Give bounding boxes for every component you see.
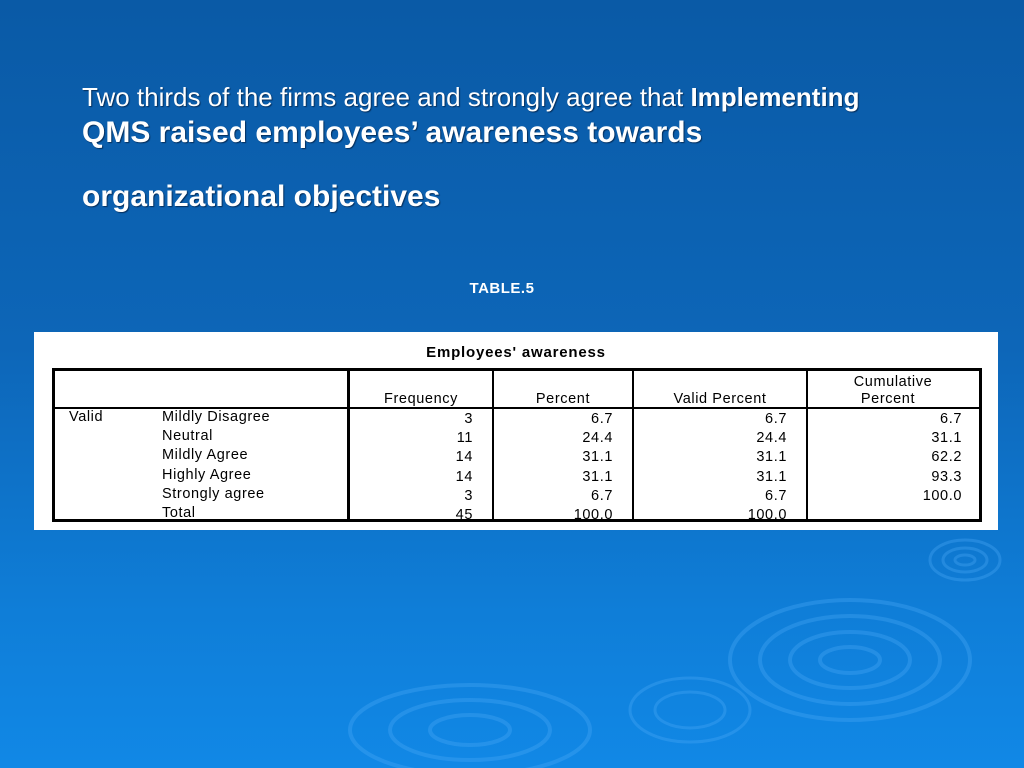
title-line-3: organizational objectives	[82, 180, 441, 213]
row-frequency: 14	[455, 469, 473, 485]
row-cumulative: 93.3	[931, 469, 962, 485]
row-frequency: 3	[464, 488, 473, 504]
row-valid-percent: 100.0	[747, 507, 787, 523]
row-frequency: 14	[455, 449, 473, 465]
row-cumulative: 62.2	[931, 449, 962, 465]
row-label: Total	[162, 505, 196, 521]
title-bold-inline-text: Implementing	[690, 82, 860, 112]
row-frequency: 11	[456, 430, 473, 446]
header-cumulative-line2: Percent	[860, 391, 916, 407]
row-valid-percent: 6.7	[765, 411, 787, 427]
table-caption: Employees' awareness	[426, 344, 606, 361]
row-percent: 6.7	[591, 488, 613, 504]
row-percent: 24.4	[582, 430, 613, 446]
row-valid-percent: 31.1	[756, 469, 787, 485]
header-valid-percent: Valid Percent	[673, 391, 767, 407]
title-normal-text: Two thirds of the firms agree and strongly agree that	[82, 82, 691, 112]
row-frequency: 3	[464, 411, 473, 427]
row-cumulative: 31.1	[931, 430, 962, 446]
row-valid-percent: 6.7	[765, 488, 787, 504]
group-label-valid: Valid	[69, 409, 104, 425]
header-cumulative-line1: Cumulative	[853, 374, 933, 390]
header-percent: Percent	[535, 391, 591, 407]
row-percent: 100.0	[573, 507, 613, 523]
row-label: Mildly Disagree	[162, 409, 271, 425]
row-percent: 6.7	[591, 411, 613, 427]
header-frequency: Frequency	[384, 391, 458, 407]
row-label: Highly Agree	[162, 467, 252, 483]
awareness-table	[52, 368, 982, 522]
row-valid-percent: 24.4	[756, 430, 787, 446]
table-label: TABLE.5	[469, 280, 535, 297]
row-cumulative: 100.0	[922, 488, 962, 504]
row-cumulative: 6.7	[940, 411, 962, 427]
row-percent: 31.1	[582, 449, 613, 465]
slide-title	[82, 80, 962, 216]
row-percent: 31.1	[582, 469, 613, 485]
row-label: Neutral	[162, 428, 213, 444]
row-label: Mildly Agree	[162, 447, 249, 463]
title-line-2: QMS raised employees’ awareness towards	[82, 116, 703, 149]
title-line-1	[82, 80, 962, 114]
row-valid-percent: 31.1	[756, 449, 787, 465]
row-label: Strongly agree	[162, 486, 265, 502]
row-frequency: 45	[455, 507, 473, 523]
table-panel	[34, 332, 998, 530]
